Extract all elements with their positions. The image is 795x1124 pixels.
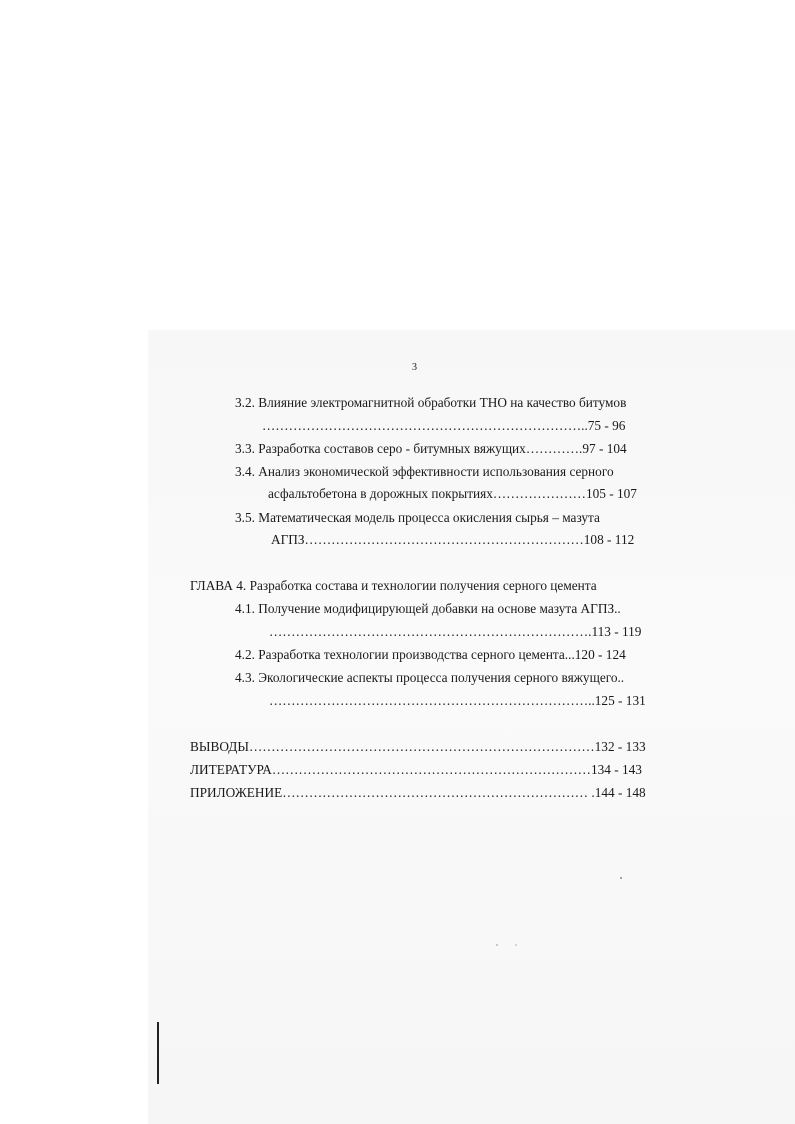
toc-entry-4-1-pages: ……………………………………………………………….113 - 119 (269, 624, 642, 639)
toc-conclusions: ВЫВОДЫ……………………………………………………………………132 - 133 (190, 739, 646, 754)
toc-chapter-4: ГЛАВА 4. Разработка состава и технологии получения серного цемента (190, 578, 597, 593)
toc-literature: ЛИТЕРАТУРА………………………………………………………………134 - 143 (190, 762, 642, 777)
toc-entry-4-2: 4.2. Разработка технологии производства серного цемента...120 - 124 (235, 647, 626, 662)
toc-entry-4-3-title: 4.3. Экологические аспекты процесса получения серного вяжущего.. (235, 670, 625, 685)
toc-entry-3-4-pages: асфальтобетона в дорожных покрытиях…………………105 - 107 (268, 486, 637, 501)
toc-entry-4-3-pages: ………………………………………………………………..125 - 131 (269, 693, 646, 708)
page-number: 3 (412, 362, 417, 373)
toc-entry-3-3: 3.3. Разработка составов серо - битумных вяжущих………….97 - 104 (235, 441, 627, 456)
toc-appendix: ПРИЛОЖЕНИЕ…………………………………………………………… .144 - 148 (190, 785, 646, 800)
toc-entry-3-2-pages: ………………………………………………………………..75 - 96 (262, 418, 626, 433)
scan-edge-mark (157, 1022, 159, 1084)
toc-entry-4-1-title: 4.1. Получение модифицирующей добавки на основе мазута АГПЗ.. (235, 601, 621, 616)
toc-entry-3-2-title: 3.2. Влияние электромагнитной обработки ТНО на качество битумов (235, 395, 627, 410)
toc-entry-3-5-pages: АГПЗ………………………………………………………108 - 112 (271, 532, 635, 547)
toc-entry-3-4-title: 3.4. Анализ экономической эффективности использования серного (235, 464, 614, 479)
scan-speck (515, 944, 517, 946)
toc-entry-3-5-title: 3.5. Математическая модель процесса окисления сырья – мазута (235, 510, 600, 525)
scan-speck (620, 877, 622, 879)
scan-speck (496, 944, 498, 946)
